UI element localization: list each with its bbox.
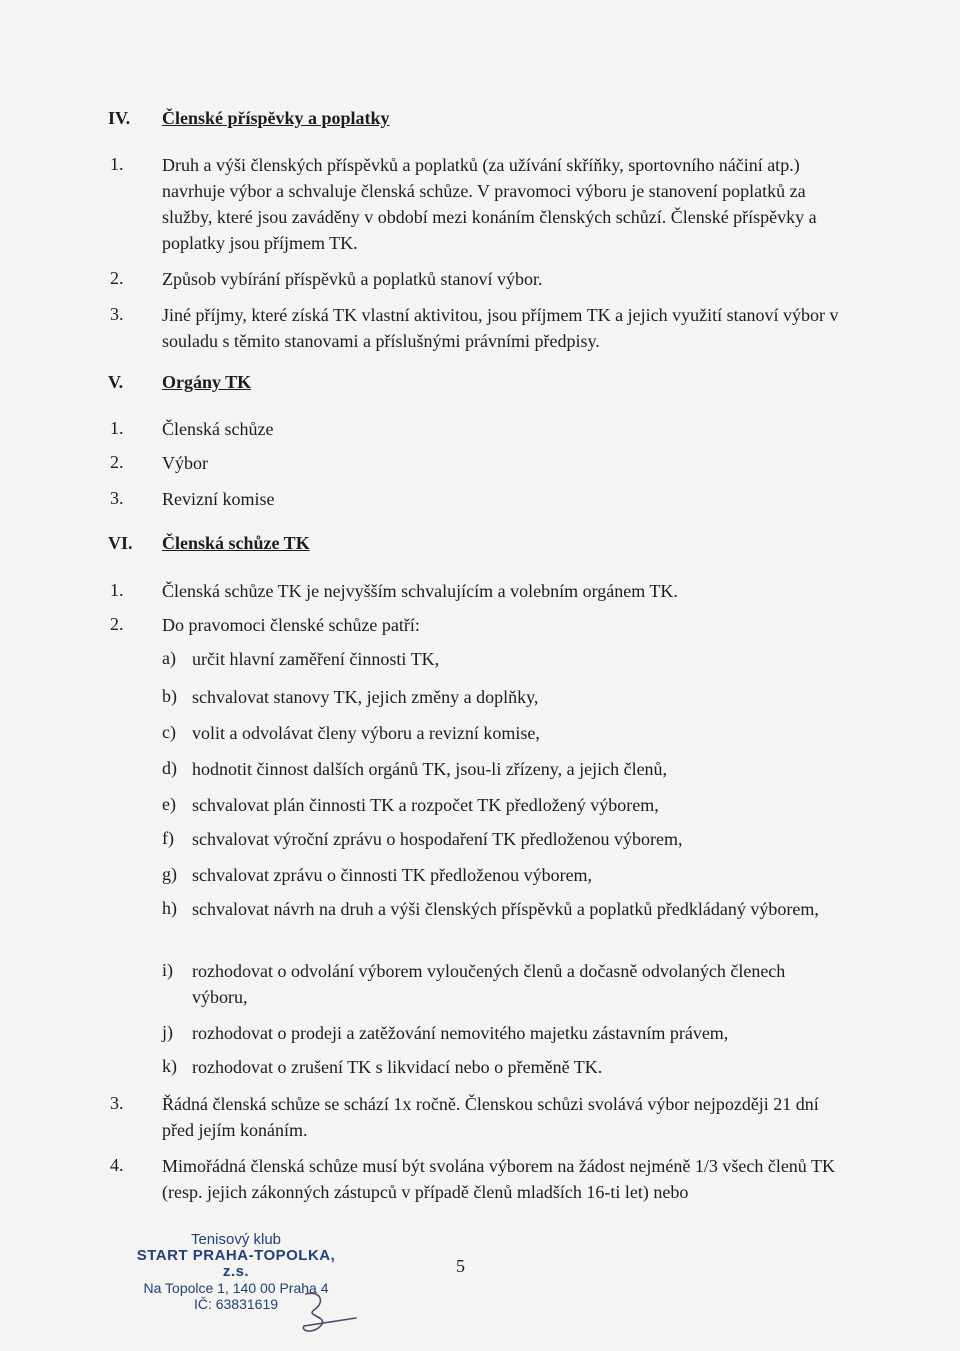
sub-item-g-text: schvalovat zprávu o činnosti TK předloženou výborem, [192,865,593,885]
stamp-club-label: Tenisový klub [190,1231,282,1248]
sub-item-a-label: a) [162,648,176,668]
sub-item-i-label: i) [162,960,173,980]
sub-item-d-text: hodnotit činnost dalších orgánů TK, jsou-li zřízeny, a jejich členů, [192,759,668,779]
s6-item-3-number: 3. [110,1093,124,1113]
sub-item-j-text: rozhodovat o prodeji a zatěžování nemovitého majetku zástavním právem, [192,1023,729,1043]
s6-item-3-text: Řádná členská schůze se schází 1x ročně. Členskou schůzi svolává výbor nejpozději 21 dní před jejím konáním. [162,1094,819,1140]
sub-item-c-label: c) [162,722,176,742]
sub-item-f-label: f) [162,828,174,848]
section-6-title: Členská schůze TK [162,533,310,553]
section-5-title: Orgány TK [162,372,252,392]
s6-item-1-text: Členská schůze TK je nejvyšším schvalujícím a volebním orgánem TK. [162,581,678,601]
s4-item-1-text: Druh a výši členských příspěvků a poplatků (za užívání skříňky, sportovního náčiní atp.) navrhuje výbor a schvaluje členská schůze. V pravomoci výboru je stanovení poplatků za služby, které jsou zaváděny v období mezi konáním členských schůzí. Členské příspěvky a poplatky jsou příjmem TK. [162,155,817,253]
signature-mark [286,1288,366,1338]
s5-item-1-text: Členská schůze [162,419,274,439]
page-number: 5 [456,1256,465,1276]
s6-item-4-text: Mimořádná členská schůze musí být svolána výborem na žádost nejméně 1/3 všech členů TK (resp. jejich zákonných zástupců v případě členů mladších 16-ti let) nebo [162,1156,835,1202]
s4-item-1-number: 1. [110,154,124,174]
sub-item-b-label: b) [162,686,177,706]
s4-item-2-number: 2. [110,268,124,288]
sub-item-h-text: schvalovat návrh na druh a výši členských příspěvků a poplatků předkládaný výborem, [192,899,819,919]
s6-item-4-number: 4. [110,1155,124,1175]
s4-item-3-number: 3. [110,304,124,324]
section-6-number: VI. [108,533,133,553]
sub-item-e-text: schvalovat plán činnosti TK a rozpočet TK předložený výborem, [192,795,659,815]
sub-item-h-label: h) [162,898,177,918]
sub-item-a-text: určit hlavní zaměření činnosti TK, [192,649,440,669]
sub-item-j-label: j) [162,1022,173,1042]
stamp-ic: IČ: 63831619 [193,1296,279,1312]
sub-item-g-label: g) [162,864,177,884]
sub-item-c-text: volit a odvolávat členy výboru a revizní komise, [192,723,540,743]
sub-item-b-text: schvalovat stanovy TK, jejich změny a doplňky, [192,687,539,707]
s5-item-3-number: 3. [110,488,124,508]
sub-item-f-text: schvalovat výroční zprávu o hospodaření TK předloženou výborem, [192,829,683,849]
stamp-club-name: START PRAHA-TOPOLKA, z.s. [136,1247,336,1280]
sub-item-d-label: d) [162,758,177,778]
sub-item-e-label: e) [162,794,176,814]
s4-item-2-text: Způsob vybírání příspěvků a poplatků stanoví výbor. [162,269,543,289]
sub-item-k-label: k) [162,1056,177,1076]
s5-item-3-text: Revizní komise [162,489,275,509]
s5-item-2-text: Výbor [162,453,208,473]
sub-item-i-text: rozhodovat o odvolání výborem vyloučených členů a dočasně odvolaných členech výboru, [192,961,786,1007]
s6-item-2-number: 2. [110,614,124,634]
s6-item-2-text: Do pravomoci členské schůze patří: [162,615,420,635]
section-4-title: Členské příspěvky a poplatky [162,108,390,128]
s4-item-3-text: Jiné příjmy, které získá TK vlastní aktivitou, jsou příjmem TK a jejich využití stanoví výbor v souladu s těmito stanovami a příslušnými právními předpisy. [162,305,839,351]
section-5-number: V. [108,372,124,392]
s5-item-2-number: 2. [110,452,124,472]
s5-item-1-number: 1. [110,418,124,438]
stamp-address: Na Topolce 1, 140 00 Praha 4 [143,1280,329,1296]
s6-item-1-number: 1. [110,580,124,600]
sub-item-k-text: rozhodovat o zrušení TK s likvidací nebo o přeměně TK. [192,1057,603,1077]
section-4-number: IV. [108,108,131,128]
